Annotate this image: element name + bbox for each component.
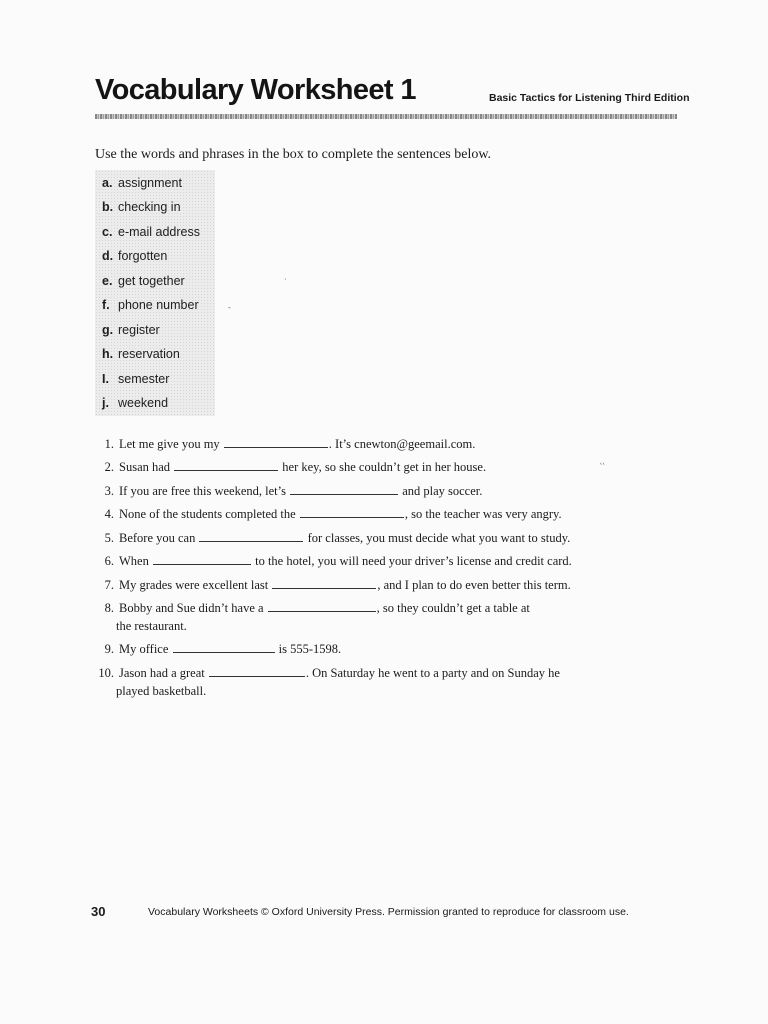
sentence-text-after: , so they couldn’t get a table at [376,601,530,615]
word-box-item [102,298,199,312]
sentence-text-after: . It’s cnewton@geemail.com. [328,437,476,451]
answer-blank [224,437,328,448]
sentence-item [97,666,560,681]
word-box-item [102,323,160,337]
sentence-text-before: Before you can [119,531,196,545]
footer-text: Vocabulary Worksheets © Oxford University Press. Permission granted to reproduce for classroom use. [148,906,629,918]
sentence-number: 2. [104,460,114,474]
sentence-item [97,507,562,522]
sentence-text-after: . On Saturday he went to a party and on Sunday he [305,666,560,680]
word-letter: d. [102,249,114,263]
word-letter: a. [102,176,113,190]
word-box-item [102,176,182,190]
word-letter: f. [102,298,110,312]
sentence-text-after: is 555-1598. [278,642,342,656]
answer-blank [268,601,376,612]
speck-mark: - [228,303,231,312]
word-text: get together [118,274,185,288]
sentence-text-before: None of the students completed the [119,507,296,521]
sentence-text-before: If you are free this weekend, let’s [119,484,286,498]
sentence-text-after: , so the teacher was very angry. [404,507,562,521]
sentence-text-after: , and I plan to do even better this term. [377,578,571,592]
word-box-item [102,396,168,410]
sentence-item [97,531,570,546]
word-box-item [102,200,181,214]
sentence-item [97,601,530,616]
sentence-text-after: her key, so she couldn’t get in her house. [282,460,487,474]
sentence-item [97,437,475,452]
word-letter: h. [102,347,114,361]
sentence-number: 8. [104,601,114,615]
speck-mark: ˛˛ [600,456,606,465]
word-text: reservation [118,347,180,361]
page-title: Vocabulary Worksheet 1 [95,74,416,106]
word-text: e-mail address [118,225,200,239]
sentence-number: 3. [104,484,114,498]
word-text: register [118,323,160,337]
answer-blank [272,578,376,589]
answer-blank [199,531,303,542]
sentence-text-before: Bobby and Sue didn’t have a [119,601,264,615]
sentence-number: 6. [104,554,114,568]
word-letter: b. [102,200,114,214]
sentence-item [97,460,486,475]
word-box-item [102,225,200,239]
sentence-text-before: Jason had a great [119,666,205,680]
sentence-number: 5. [104,531,114,545]
sentence-number: 1. [104,437,114,451]
sentence-text-before: My grades were excellent last [119,578,269,592]
word-box-item [102,274,185,288]
sentence-text-after: and play soccer. [402,484,483,498]
sentence-continuation: the restaurant. [116,619,187,633]
word-letter: e. [102,274,113,288]
sentence-text-after: to the hotel, you will need your driver’s license and credit card. [255,554,572,568]
word-letter: g. [102,323,114,337]
word-text: weekend [118,396,169,410]
answer-blank [153,554,251,565]
book-title: Basic Tactics for Listening Third Edition [489,92,690,104]
sentence-item [97,642,341,657]
word-text: forgotten [118,249,168,263]
page-number: 30 [91,904,106,919]
answer-blank [173,642,275,653]
word-text: checking in [118,200,181,214]
sentence-item [97,578,571,593]
word-letter: c. [102,225,113,239]
sentence-number: 4. [104,507,114,521]
word-box-item [102,347,180,361]
word-letter: j. [102,396,109,410]
answer-blank [300,507,404,518]
sentence-text-before: When [119,554,149,568]
speck-mark: · [284,275,287,284]
answer-blank [290,484,398,495]
sentence-continuation: played basketball. [116,684,207,698]
sentence-text-before: Susan had [119,460,171,474]
word-text: semester [118,372,170,386]
sentence-number: 7. [104,578,114,592]
sentence-text-after: for classes, you must decide what you want to study. [307,531,571,545]
word-box-item [102,249,167,263]
sentence-number: 10. [98,666,114,680]
sentence-text-before: Let me give you my [119,437,220,451]
word-box-item [102,372,169,386]
answer-blank [209,666,305,677]
word-letter: I. [102,372,109,386]
answer-blank [174,460,278,471]
word-text: assignment [118,176,182,190]
word-text: phone number [118,298,199,312]
sentence-item [97,554,572,569]
instructions: Use the words and phrases in the box to complete the sentences below. [95,147,492,162]
header-rule [95,114,677,119]
sentence-number: 9. [104,642,114,656]
sentence-text-before: My office [119,642,169,656]
sentence-item [97,484,482,499]
